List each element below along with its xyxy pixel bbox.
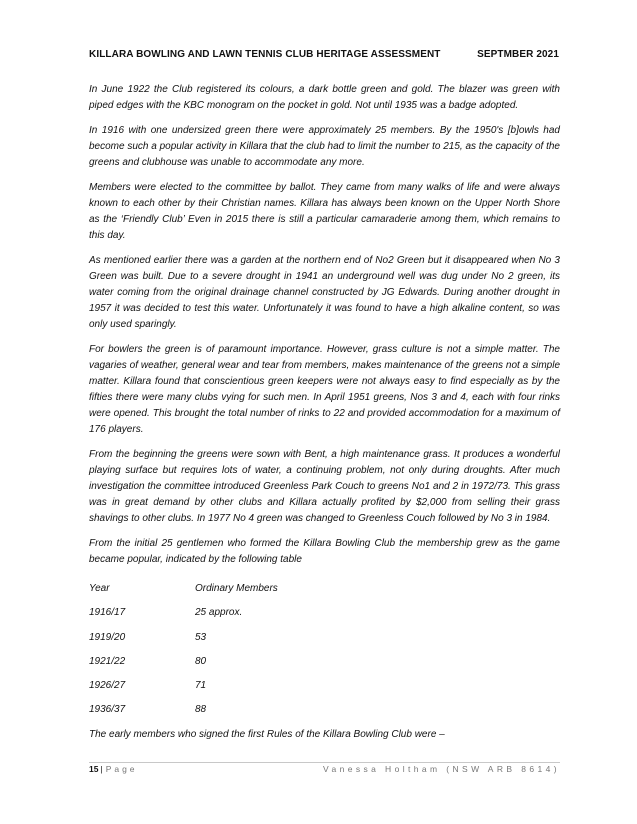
- table-cell-year: 1926/27: [89, 680, 126, 692]
- table-header-members: Ordinary Members: [195, 583, 278, 594]
- footer-author: Vanessa Holtham (NSW ARB 8614): [323, 764, 560, 774]
- document-body: [89, 82, 560, 752]
- paragraph-closing: The early members who signed the first Rules of the Killara Bowling Club were –: [89, 728, 445, 740]
- membership-table: [89, 581, 560, 718]
- table-cell-year: 1919/20: [89, 631, 126, 643]
- table-row: [89, 630, 560, 646]
- table-cell-members: 25 approx.: [195, 607, 243, 619]
- table-cell-members: 71: [195, 680, 207, 692]
- paragraph-membership: In 1916 with one undersized green there were approximately 25 members. By the 1950's [b]owls had become such a popular activity in Killara that the club had to limit the number to 215, as the capacity of the greens and clubhouse was unable to accommodate any more.: [89, 125, 560, 168]
- header-date: SEPTMBER 2021: [477, 49, 559, 60]
- footer-page-number: 15: [89, 764, 99, 774]
- paragraph-grass: From the beginning the greens were sown with Bent, a high maintenance grass. It produces a wonderful playing surface but requires lots of water, a continuing problem, not only during droughts. After much investigation the committee introduced Greenless Park Couch to greens No1 and 2 in 1972/73. This grass was in great demand by other clubs and Killara actually profited by $2,000 from selling their grass shavings to other clubs. In 1977 No 4 green was changed to Greenless Couch followed by No 3 in 1984.: [89, 449, 560, 524]
- table-cell-members: 80: [195, 655, 207, 667]
- table-cell-members: 88: [195, 704, 207, 716]
- table-cell-year: 1921/22: [89, 655, 126, 667]
- table-row: [89, 654, 560, 670]
- paragraph-garden-well: As mentioned earlier there was a garden at the northern end of No2 Green but it disappeared when No 3 Green was built. Due to a severe drought in 1941 an underground well was dug under No 2 green, its water coming from the original drainage channel constructed by JG Edwards. During another drought in 1957 it was decided to test this water. Unfortunately it was found to have a high alkaline content, so was only used sparingly.: [89, 255, 560, 330]
- paragraph-colours: In June 1922 the Club registered its colours, a dark bottle green and gold. The blazer was green with piped edges with the KBC monogram on the pocket in gold. Not until 1935 was a badge adopted.: [89, 84, 560, 111]
- footer-page-label: Page: [105, 764, 138, 774]
- footer-divider: [89, 762, 560, 763]
- table-row: [89, 702, 560, 718]
- table-row: [89, 678, 560, 694]
- paragraph-table-intro: From the initial 25 gentlemen who formed the Killara Bowling Club the membership grew as the game became popular, indicated by the following table: [89, 538, 560, 565]
- footer-separator: |: [100, 764, 103, 774]
- table-cell-year: 1916/17: [89, 607, 126, 619]
- paragraph-committee: Members were elected to the committee by ballot. They came from many walks of life and were always known to each other by their Christian names. Killara has always been known on the Upper North Shore as the ‘Friendly Club’ Even in 2015 there is still a particular camaraderie among them, which remains to this day.: [89, 182, 560, 241]
- header-title: KILLARA BOWLING AND LAWN TENNIS CLUB HERITAGE ASSESSMENT: [89, 49, 441, 60]
- table-cell-members: 53: [195, 631, 207, 643]
- paragraph-greens: For bowlers the green is of paramount importance. However, grass culture is not a simple matter. The vagaries of weather, general wear and tear from members, makes maintenance of the greens not a simple matter. Killara found that conscientious green keepers were not always easy to find especially as by the fifties there were many clubs vying for such men. In April 1951 greens, Nos 3 and 4, each with four rinks were opened. This brought the total number of rinks to 22 and provided accommodation for a maximum of 176 players.: [89, 344, 560, 435]
- table-header-row: [89, 581, 560, 597]
- page-footer: [89, 764, 560, 778]
- footer-page-number-group: [89, 764, 138, 774]
- table-row: [89, 605, 560, 621]
- table-header-year: Year: [89, 583, 110, 594]
- table-cell-year: 1936/37: [89, 704, 126, 716]
